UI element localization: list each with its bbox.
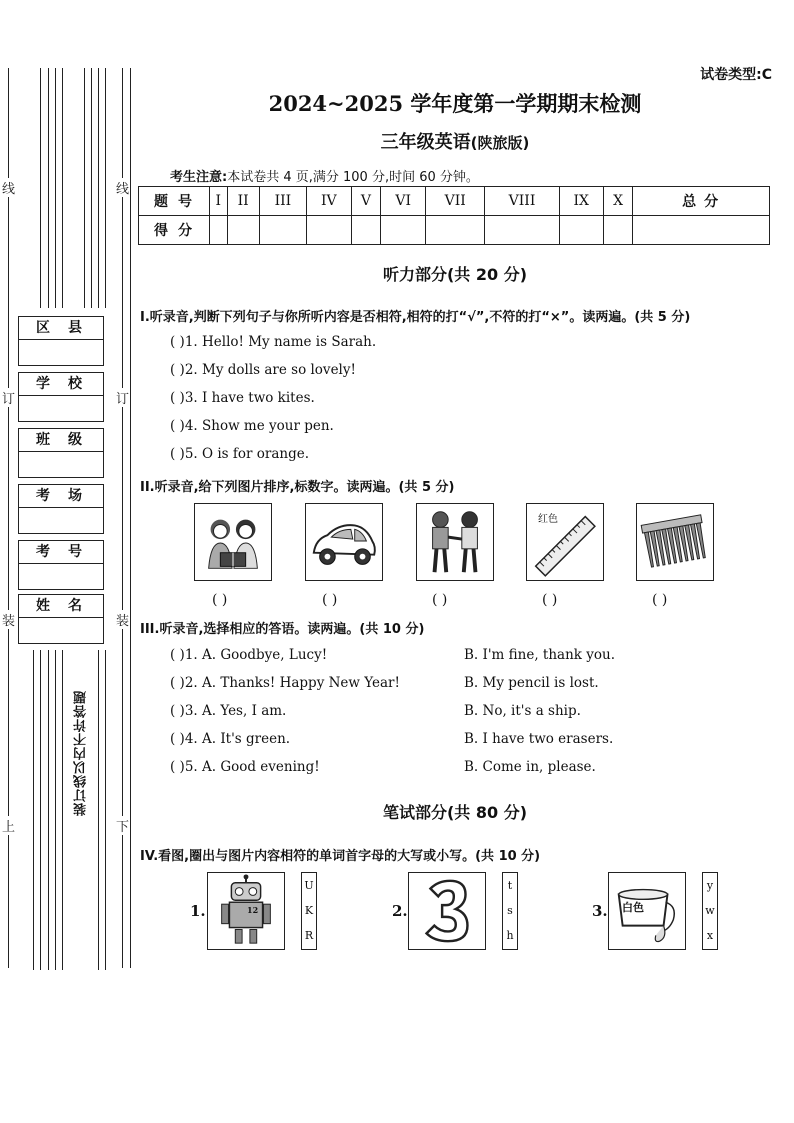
letter-choice-box [502,872,518,950]
letter-choice[interactable]: w [705,904,715,917]
score-row-titles [139,187,770,216]
robot-number-label: 12 [247,905,259,915]
binding-mark-xia: 下 [116,816,129,835]
picture-answer-blank[interactable]: ( ) [322,592,338,608]
binding-mark-ding-outer: 订 [2,388,15,407]
q3-option-b: B. I have two erasers. [464,731,614,747]
q1-item: ( )4. Show me your pen. [170,418,334,434]
binding-mark-zhuang-outer: 装 [2,610,15,629]
binding-mark-zhuang: 装 [116,610,129,629]
q1-item: ( )3. I have two kites. [170,390,315,406]
notice-label: 考生注意: [170,170,228,185]
binding-mark-ding: 订 [116,388,129,407]
picture-answer-blank[interactable]: ( ) [542,592,558,608]
writing-title: 笔试部分(共 80 分) [382,803,528,822]
binding-line [98,650,99,970]
q3-option-a: ( )1. A. Goodbye, Lucy! [170,647,328,663]
field-label: 区县 [19,317,103,340]
score-total-header: 总分 [633,187,770,216]
picture-answer-blank[interactable]: ( ) [652,592,668,608]
ruler-color-label: 红色 [538,514,558,525]
letter-choice[interactable]: y [706,879,714,892]
score-col-header: X [603,187,632,216]
score-col-header: IV [306,187,351,216]
paint-bucket-icon [608,872,686,950]
car-icon [305,503,383,581]
listening-title: 听力部分(共 20 分) [382,265,528,284]
q1-item: ( )2. My dolls are so lovely! [170,362,356,378]
score-col-header: I [210,187,228,216]
score-cell[interactable] [227,216,259,245]
robot-icon [207,872,285,950]
binding-line [55,650,56,970]
field-exam-room[interactable] [18,484,104,534]
q3-heading: III.听录音,选择相应的答语。读两遍。(共 10 分) [140,622,425,637]
subtitle-edition: (陕旅版) [470,134,530,152]
q3-option-b: B. My pencil is lost. [464,675,599,691]
letter-choice[interactable]: K [304,904,314,917]
number-three-icon [408,872,486,950]
boys-shaking-hands-icon [416,503,494,581]
letter-choice[interactable]: h [506,929,514,942]
field-district[interactable] [18,316,104,366]
q1-heading: I.听录音,判断下列句子与你所听内容是否相符,相符的打“√”,不符的打“×”。读两遍。(共 5 分) [140,310,691,325]
score-cell[interactable] [559,216,603,245]
paper-type: 试卷类型:C [700,67,772,83]
q4-item-number: 1. [190,902,206,920]
letter-choice[interactable]: x [706,929,714,942]
letter-choice[interactable]: R [304,929,314,942]
field-name[interactable] [18,594,104,644]
notice-text: 本试卷共 4 页,满分 100 分,时间 60 分钟。 [227,170,479,185]
subtitle-main: 三年级英语 [380,132,471,153]
score-col-header: V [351,187,381,216]
field-label: 考号 [19,541,103,564]
binding-line [105,650,106,970]
score-col-header: III [259,187,306,216]
score-cell[interactable] [351,216,381,245]
q3-option-a: ( )5. A. Good evening! [170,759,320,775]
field-label: 考场 [19,485,103,508]
score-cell[interactable] [633,216,770,245]
binding-line [33,650,34,970]
score-cell[interactable] [425,216,484,245]
binding-line [40,650,41,970]
binding-mark-line: 线 [116,178,129,197]
q2-heading: II.听录音,给下列图片排序,标数字。读两遍。(共 5 分) [140,480,455,495]
q4-item-number: 3. [592,902,608,920]
q3-option-b: B. I'm fine, thank you. [464,647,615,663]
binding-line [48,68,49,308]
score-row-values [139,216,770,245]
page-title: 2024~2025 学年度第一学期期末检测 [268,91,642,116]
exam-notice [170,166,479,185]
score-col-header: VII [425,187,484,216]
letter-choice[interactable]: s [507,904,513,917]
letter-choice[interactable]: U [304,879,314,892]
field-label: 学校 [19,373,103,396]
field-label: 班级 [19,429,103,452]
score-cell[interactable] [259,216,306,245]
score-col-header: VI [381,187,426,216]
binding-line [62,68,63,308]
binding-line [55,68,56,308]
field-class[interactable] [18,428,104,478]
letter-choice-box [702,872,718,950]
binding-mark-shang: 上 [2,816,15,835]
binding-line [105,68,106,308]
binding-line [98,68,99,308]
page-subtitle [140,128,770,154]
field-school[interactable] [18,372,104,422]
binding-line [84,68,85,308]
q1-item: ( )1. Hello! My name is Sarah. [170,334,377,350]
score-row-label: 题号 [139,187,210,216]
score-table [138,186,770,245]
q4-item-number: 2. [392,902,408,920]
binding-line [130,68,131,968]
binding-mark-line-outer: 线 [2,178,15,197]
q3-option-b: B. Come in, please. [464,759,596,775]
score-cell[interactable] [210,216,228,245]
score-cell[interactable] [485,216,559,245]
score-cell[interactable] [381,216,426,245]
seal-warning: 装订线以内不许答题 [74,690,89,816]
q3-option-a: ( )3. A. Yes, I am. [170,703,287,719]
letter-choice[interactable]: t [507,879,513,892]
q3-option-a: ( )2. A. Thanks! Happy New Year! [170,675,400,691]
letter-choice-box [301,872,317,950]
children-reading-icon [194,503,272,581]
crayons-icon [636,503,714,581]
score-row-label: 得分 [139,216,210,245]
q4-heading: IV.看图,圈出与图片内容相符的单词首字母的大写或小写。(共 10 分) [140,849,541,864]
picture-answer-blank[interactable]: ( ) [432,592,448,608]
bucket-color-label: 白色 [622,901,644,914]
binding-line [91,68,92,308]
score-col-header: II [227,187,259,216]
binding-line [62,650,63,970]
binding-line [40,68,41,308]
binding-line [48,650,49,970]
field-exam-number[interactable] [18,540,104,590]
picture-answer-blank[interactable]: ( ) [212,592,228,608]
q1-item: ( )5. O is for orange. [170,446,310,462]
field-label: 姓名 [19,595,103,618]
score-col-header: VIII [485,187,559,216]
score-cell[interactable] [603,216,632,245]
score-col-header: IX [559,187,603,216]
q3-option-a: ( )4. A. It's green. [170,731,291,747]
score-cell[interactable] [306,216,351,245]
q3-option-b: B. No, it's a ship. [464,703,581,719]
